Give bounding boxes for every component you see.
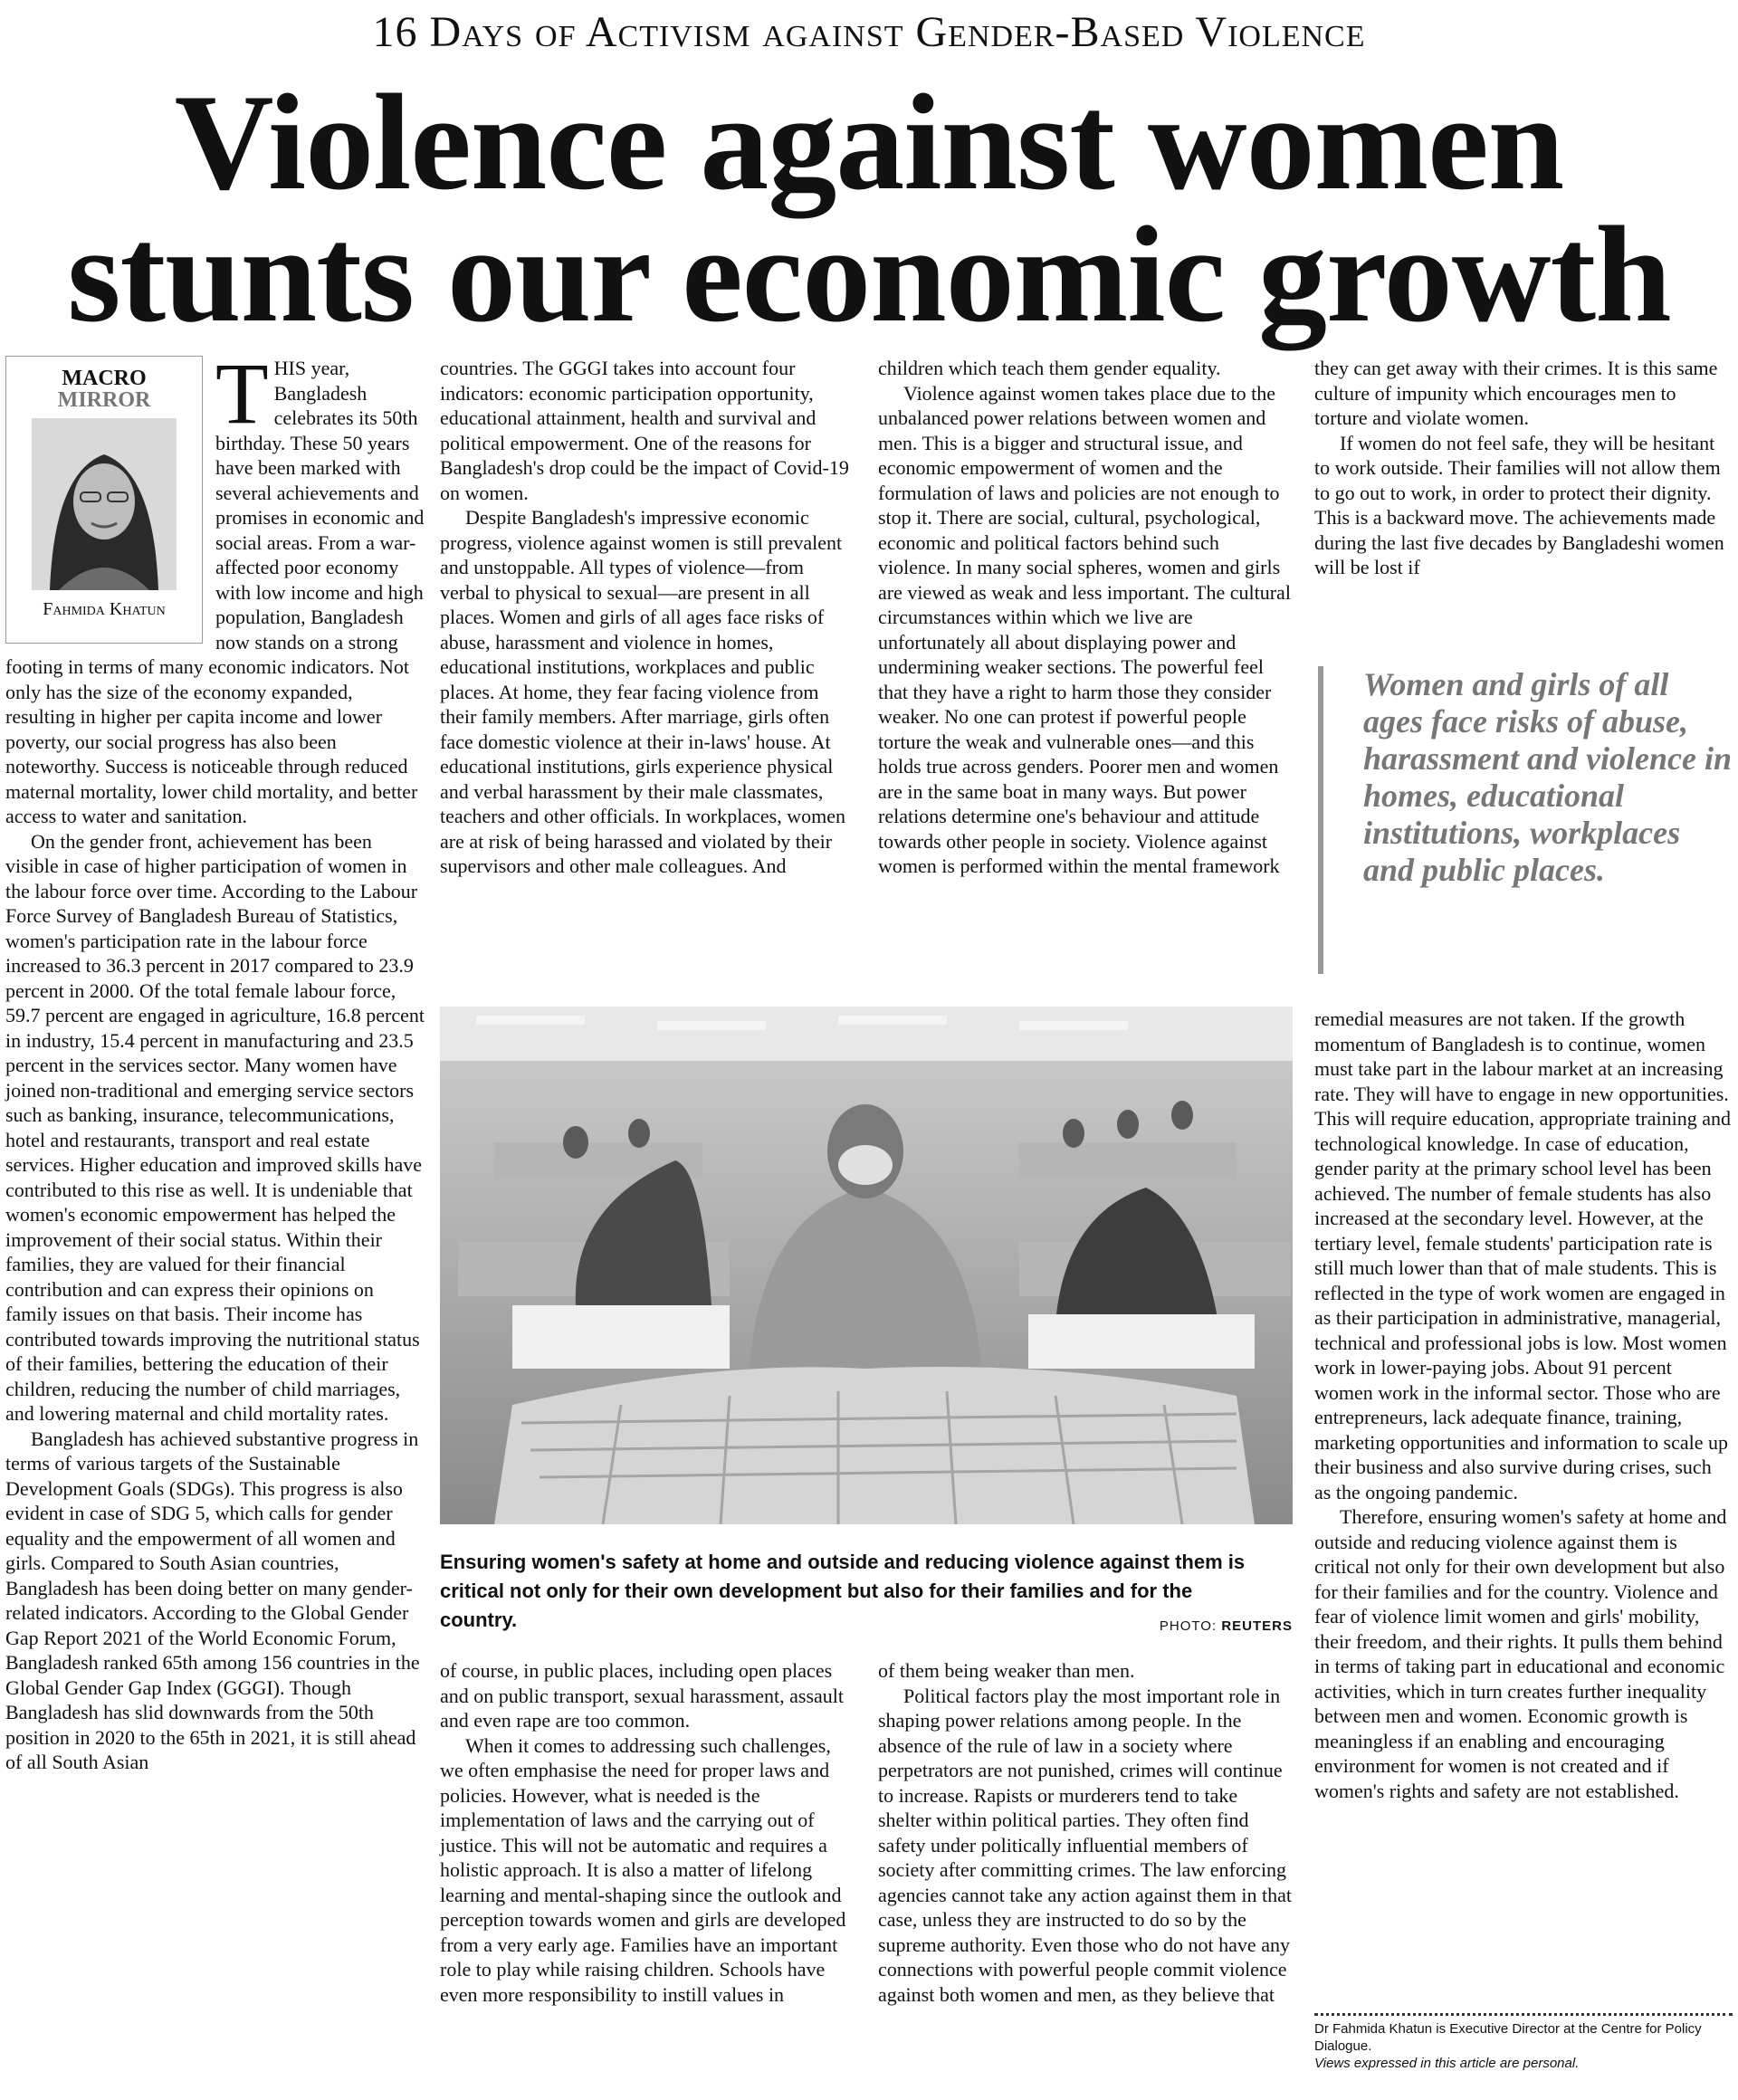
photo-credit-source: REUTERS: [1221, 1618, 1293, 1634]
bio-divider: [1314, 2013, 1733, 2016]
paragraph-5: When it comes to addressing such challenges, we often emphasise the need for proper laws and policies. However, what is needed is the implementation of laws and the carrying out of justice. This will not be automatic and requires a holistic approach. It is also a matter of lifelong learning and mental-shaping since the outlook and perception towards women and girls are developed from a very early age. Families have an important role to play while raising children. Schools have even more responsibility to instill values in: [440, 1733, 846, 2006]
column-4-bottom: [1314, 1007, 1733, 1803]
column-3-top: [878, 356, 1293, 879]
column-label-mirror: MIRROR: [57, 388, 151, 412]
kicker: 16 Days of Activism against Gender-Based Violence: [372, 8, 1366, 56]
paragraph-2: On the gender front, achievement has been visible in case of higher participation of women in the labour force over time. According to the Labour Force Survey of Bangladesh Bureau of Statistics, women's participation rate in the labour force increased to 36.3 percent in 2017 compared to 23.9 percent in 2000. Of the total female labour force, 59.7 percent are engaged in agriculture, 16.8 percent in industry, 15.4 percent in manufacturing and 23.5 percent in the services sector. Many women have joined non-traditional and emerging service sectors such as banking, insurance, telecommunications, hotel and restaurants, transport and real estate services. Higher education and improved skills have contributed to this rise as well. It is undeniable that women's economic empowerment has helped the improvement of their social status. Within their families, they are valued for their financial contribution and can express their opinions on family issues on that basis. Their income has contributed towards improving the nutritional status of their families, bettering the education of their children, reducing the number of child marriages, and lowering maternal and child mortality rates.: [5, 829, 425, 1425]
headline-line-2: stunts our economic growth: [67, 198, 1671, 350]
photo-credit: [1113, 1618, 1293, 1634]
photo-credit-label: PHOTO:: [1159, 1618, 1218, 1634]
paragraph-8-continued: remedial measures are not taken. If the growth momentum of Bangladesh is to continue, women must take part in the labour market at an increasing rate. They will have to engage in new opportunities. This will require education, appropriate training and technological knowledge. In case of education, gender parity at the primary school level has been achieved. The number of female students has also increased at the secondary level. However, at the tertiary level, female students' participation rate is still much lower than that of male students. This is reflected in the type of work women are engaged in as their participation in administrative, managerial, technical and professional jobs is low. Most women work in lower-paying jobs. About 91 percent women work in the informal sector. Those who are entrepreneurs, lack adequate finance, training, marketing opportunities and information to scale up their business and also survive during crises, such as the ongoing pandemic.: [1314, 1007, 1732, 1503]
paragraph-8: If women do not feel safe, they will be hesitant to work outside. Their families will not allow them to go out to work, in order to protect their dignity. This is a backward move. The achievements made during the last five decades by Bangladeshi women will be lost if: [1314, 431, 1724, 578]
disclaimer: Views expressed in this article are personal.: [1314, 2056, 1580, 2071]
paragraph-3: Bangladesh has achieved substantive progress in terms of various targets of the Sustainable Development Goals (SDGs). This progress is also evident in case of SDG 5, which calls for gender equality and the empowerment of all women and girls. Compared to South Asian countries, Bangladesh has been doing better on many gender-related indicators. According to the Global Gender Gap Report 2021 of the World Economic Forum, Bangladesh ranked 65th among 156 countries in the Global Gender Gap Index (GGGI). Though Bangladesh has slid downwards from the 50th position in 2020 to the 65th in 2021, it is still ahead of all South Asian: [5, 1427, 420, 1773]
column-3-bottom: [878, 1658, 1293, 2007]
paragraph-6: Violence against women takes place due to the unbalanced power relations between women and men. This is a bigger and structural issue, and economic empowerment of women and the formulation of laws and policies are not enough to stop it. There are social, cultural, psychological, economic and political factors behind such violence. In many social spheres, women and girls are viewed as weak and less important. The cultural circumstances within which we live are unfortunately all about displaying power and undermining weaker sections. The powerful feel that they have a right to harm those they consider weaker. No one can protest if powerful people torture the weak and vulnerable ones—and this holds true across genders. Poorer men and women are in the same boat in many ways. But power relations determine one's behaviour and attitude towards other people in society. Violence against women is performed within the mental framework: [878, 381, 1291, 877]
column-label-macro: MACRO: [62, 367, 147, 390]
headline-line-1: Violence against women: [174, 66, 1564, 218]
paragraph-5-continued: children which teach them gender equality.: [878, 357, 1221, 379]
drop-cap: T: [215, 345, 269, 442]
paragraph-7: Political factors play the most important role in shaping power relations among people. In the absence of the rule of law in a society where perpetrators are not punished, crimes will continue to increase. Rapists or murderers tend to take shelter within political parties. They often find safety under politically influential members of society after committing crimes. The law enforcing agencies cannot take any action against them in that case, unless they are instructed to do so by the supreme authority. Even those who do not have any connections with powerful people commit violence against both women and men, as they believe that: [878, 1684, 1292, 2006]
paragraph-7-continued: they can get away with their crimes. It is this same culture of impunity which encourages men to torture and violate women.: [1314, 357, 1718, 429]
author-bio: [1314, 2020, 1738, 2072]
paragraph-4: Despite Bangladesh's impressive economic progress, violence against women is still prevalent and unstoppable. All types of violence—from verbal to physical to sexual—are present in all places. Women and girls of all ages face risks of abuse, harassment and violence in homes, educational institutions, workplaces and public places. At home, they fear facing violence from their family members. After marriage, girls often face domestic violence at their in-laws' house. At educational institutions, girls experience physical and verbal harassment by their male classmates, teachers and other officials. In workplaces, women are at risk of being harassed and violated by their supervisors and other male colleagues. And: [440, 506, 845, 877]
author-bio-text: Dr Fahmida Khatun is Executive Director at the Centre for Policy Dialogue.: [1314, 2021, 1702, 2054]
column-1: [5, 345, 427, 1775]
paragraph-1: HIS year, Bangladesh celebrates its 50th birthday. These 50 years have been marked with several achievements and promises in economic and social areas. From a war-affected poor economy with low income and high population, Bangladesh now stands on a strong footing in terms of many economic indicators. Not only has the size of the economy expanded, resulting in higher per capita income and lower poverty, our social progress has also been noteworthy. Success is noticeable through reduced maternal mortality, lower child mortality, and better access to water and sanitation.: [5, 357, 425, 827]
paragraph-4-continued: of course, in public places, including open places and on public transport, sexual harassment, assault and even rape are too common.: [440, 1659, 845, 1732]
headline: [0, 66, 1738, 350]
paragraph-3-continued: countries. The GGGI takes into account four indicators: economic participation opportunity, educational attainment, health and survival and political empowerment. One of the reasons for Bangladesh's drop could be the impact of Covid-19 on women.: [440, 357, 849, 504]
factory-photo: [440, 1007, 1293, 1524]
author-portrait-icon: [32, 418, 177, 590]
author-name: Fahmida Khatun: [43, 599, 166, 619]
column-2-bottom: [440, 1658, 855, 2007]
pull-quote: Women and girls of all ages face risks of abuse, harassment and violence in homes, educational institutions, workplaces and public places.: [1318, 666, 1733, 974]
paragraph-6-continued: of them being weaker than men.: [878, 1659, 1135, 1682]
photo-caption: Ensuring women's safety at home and outside and reducing violence against them is critical not only for their own development but also for their families and for the country.: [440, 1551, 1246, 1631]
author-mugshot-box: [5, 356, 203, 644]
column-4-top: [1314, 356, 1733, 580]
paragraph-9: Therefore, ensuring women's safety at home and outside and reducing violence against them is critical not only for their own development but also for their families and for the country. Violence and fear of violence limit women and girls' mobility, their freedom, and their rights. It pulls them behind in terms of taking part in educational and economic activities, which in turn creates further inequality between men and women. Economic growth is meaningless if an enabling and encouraging environment for women is not created and if women's rights and safety are not established.: [1314, 1505, 1727, 1802]
column-2-top: [440, 356, 855, 879]
